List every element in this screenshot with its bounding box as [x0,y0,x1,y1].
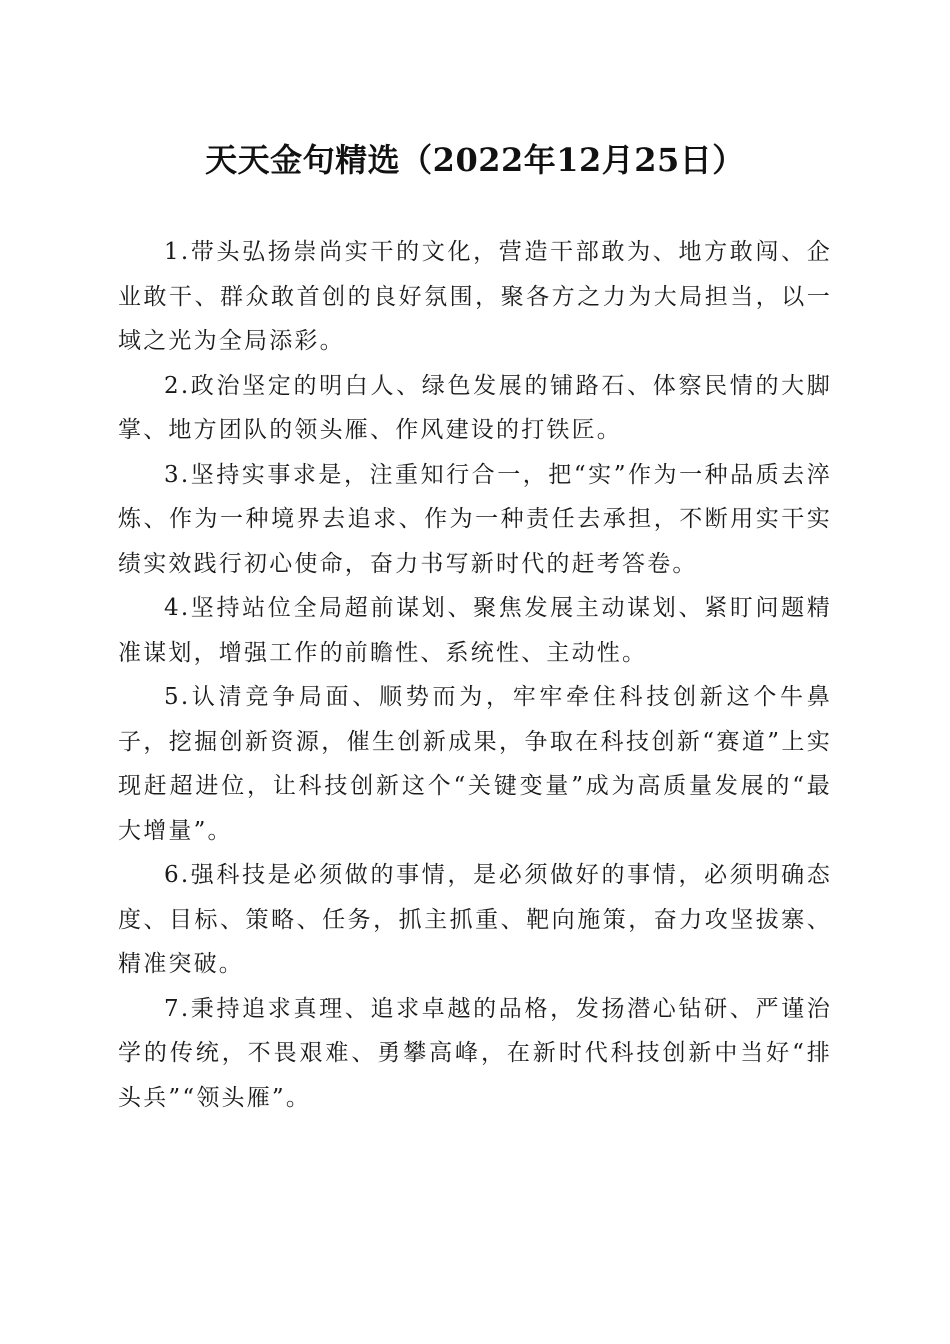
paragraph-6: 6.强科技是必须做的事情，是必须做好的事情，必须明确态度、目标、策略、任务，抓主抓重、靶向施策，奋力攻坚拔寨、精准突破。 [118,862,832,977]
paragraph-7: 7.秉持追求真理、追求卓越的品格，发扬潜心钻研、严谨治学的传统，不畏艰难、勇攀高峰，在新时代科技创新中当好“排头兵”“领头雁”。 [118,995,832,1111]
paragraph-1: 1.带头弘扬崇尚实干的文化，营造干部敢为、地方敢闯、企业敢干、群众敢首创的良好氛围，聚各方之力为大局担当，以一域之光为全局添彩。 [118,239,832,354]
paragraph-5: 5.认清竞争局面、顺势而为，牢牢牵住科技创新这个牛鼻子，挖掘创新资源，催生创新成果，争取在科技创新“赛道”上实现赶超进位，让科技创新这个“关键变量”成为高质量发展的“最大增量”。 [118,684,832,844]
paragraph-2: 2.政治坚定的明白人、绿色发展的铺路石、体察民情的大脚掌、地方团队的领头雁、作风建设的打铁匠。 [118,372,832,443]
page-title: 天天金句精选（2022年12月25日） [205,141,745,179]
document-body [118,230,832,1120]
paragraph-4: 4.坚持站位全局超前谋划、聚焦发展主动谋划、紧盯问题精准谋划，增强工作的前瞻性、系统性、主动性。 [118,595,832,666]
paragraph-3: 3.坚持实事求是，注重知行合一，把“实”作为一种品质去淬炼、作为一种境界去追求、作为一种责任去承担，不断用实干实绩实效践行初心使命，奋力书写新时代的赶考答卷。 [118,461,832,577]
